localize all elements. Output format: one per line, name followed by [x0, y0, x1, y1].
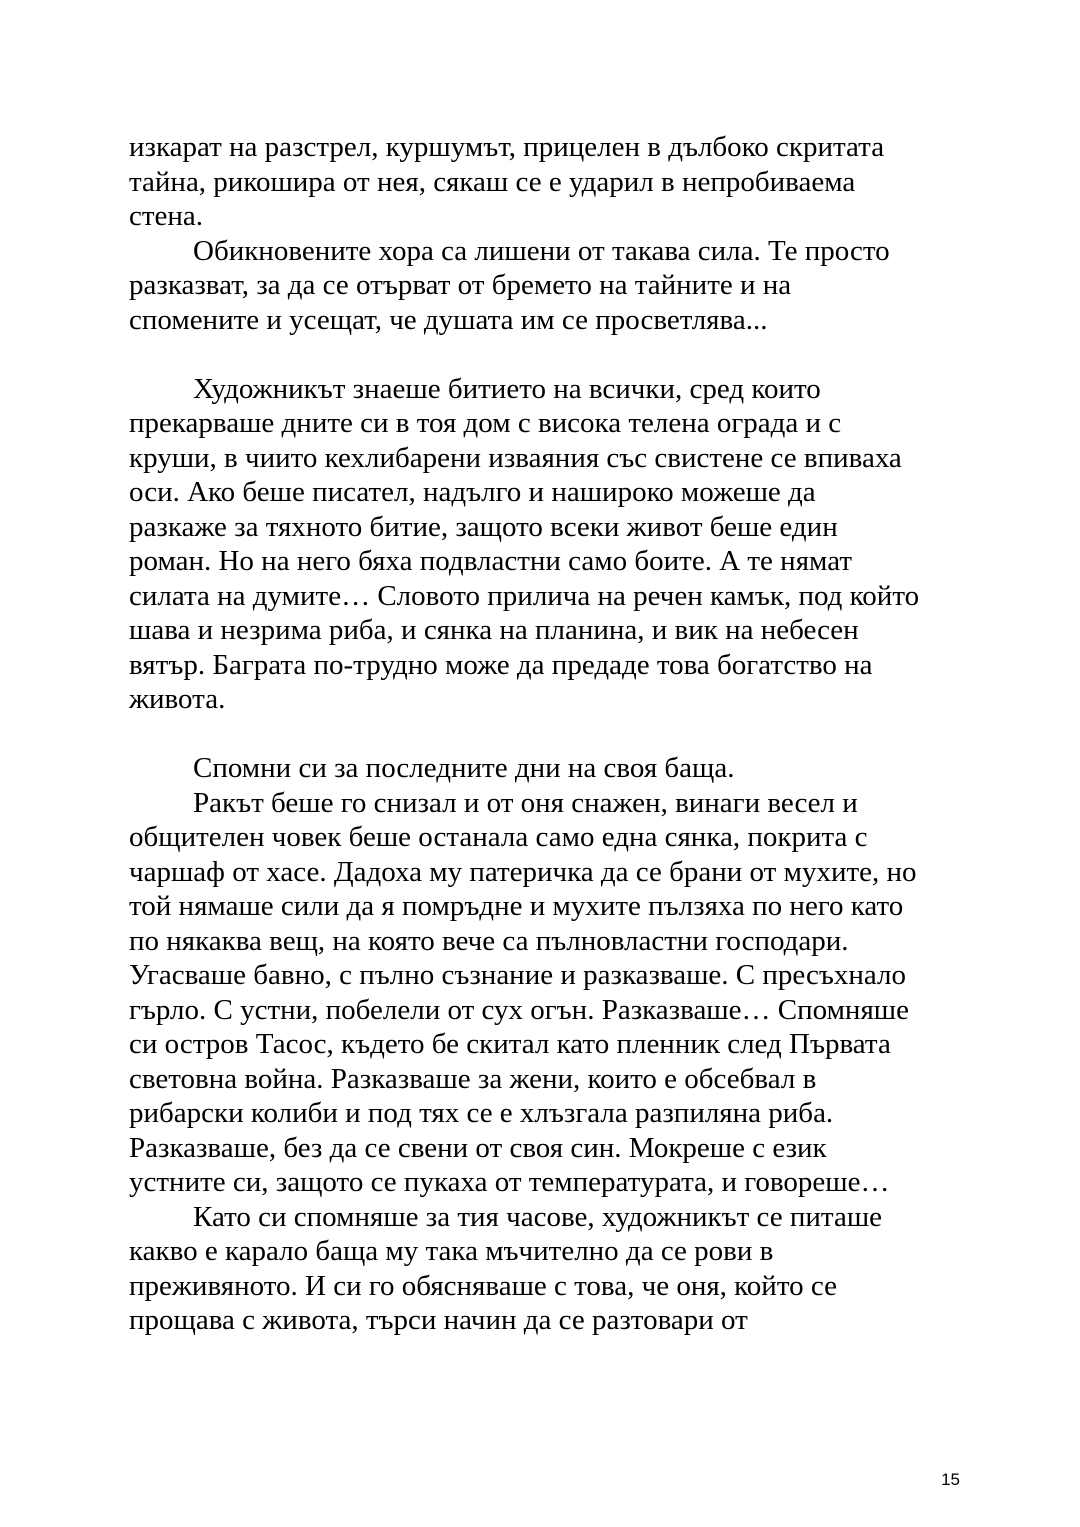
- text-line: какво е карало баща му така мъчително да се рови в: [129, 1235, 774, 1267]
- paragraph-first-line: Художникът знаеше битието на всички, сред които: [193, 372, 821, 405]
- text-line: световна война. Разказваше за жени, които е обсебвал в: [129, 1062, 817, 1095]
- paragraph-first-line: Спомни си за последните дни на своя баща.: [193, 752, 735, 784]
- blank-line: [129, 337, 959, 372]
- text-line: стена.: [129, 200, 204, 232]
- text-line: рибарски колиби и под тях се е хлъзгала разпиляна риба.: [129, 1097, 834, 1129]
- text-line: по някаква вещ, на която вече са пълновластни господари.: [129, 924, 849, 957]
- text-line: преживяното. И си го обясняваше с това, че оня, който се: [129, 1269, 837, 1302]
- paragraph-first-line: Ракът беше го снизал и от оня снажен, винаги весел и: [193, 786, 858, 819]
- text-line: тайна, рикошира от нея, сякаш се е ударил в непробиваема: [129, 165, 856, 198]
- text-line: устните си, защото се пукаха от температурата, и говореше…: [129, 1166, 890, 1198]
- paragraph-first-line: Като си спомняше за тия часове, художникът се питаше: [193, 1200, 883, 1233]
- text-line: изкарат на разстрел, куршумът, прицелен в дълбоко скритата: [129, 131, 885, 163]
- text-line: оси. Ако беше писател, надълго и нашироко можеше да: [129, 476, 816, 508]
- text-line: той нямаше сили да я помръдне и мухите пълзяха по него като: [129, 890, 904, 922]
- text-line: живота.: [129, 683, 226, 715]
- text-line: вятър. Баграта по-трудно може да предаде това богатство на: [129, 648, 873, 681]
- text-line: гърло. С устни, побелели от сух огън. Разказваше… Спомняше: [129, 993, 909, 1026]
- text-line: разкаже за тяхното битие, защото всеки живот беше един: [129, 510, 838, 543]
- body-text: [129, 130, 959, 1338]
- text-line: шава и незрима риба, и сянка на планина, и вик на небесен: [129, 614, 859, 646]
- text-line: Угасваше бавно, с пълно съзнание и разказваше. С пресъхнало: [129, 959, 906, 991]
- paragraph-first-line: Обикновените хора са лишени от такава сила. Те просто: [193, 234, 890, 267]
- text-line: чаршаф от хасе. Дадоха му патеричка да се брани от мухите, но: [129, 855, 917, 888]
- text-line: круши, в чиито кехлибарени изваяния със свистене се впиваха: [129, 441, 902, 474]
- text-line: прощава с живота, търси начин да се разтовари от: [129, 1304, 748, 1336]
- text-line: силата на думите… Словото прилича на речен камък, под който: [129, 579, 920, 612]
- text-line: Разказваше, без да се свени от своя син. Мокреше с език: [129, 1131, 827, 1164]
- text-line: общителен човек беше останала само една сянка, покрита с: [129, 821, 868, 853]
- text-line: си остров Тасос, където бе скитал като пленник след Първата: [129, 1028, 891, 1060]
- text-line: прекарваше дните си в тоя дом с висока телена ограда и с: [129, 407, 842, 439]
- blank-line: [129, 717, 959, 752]
- text-line: спомените и усещат, че душата им се просветлява...: [129, 303, 768, 336]
- page-number: 15: [941, 1470, 960, 1489]
- text-line: разказват, за да се отърват от бремето на тайните и на: [129, 269, 792, 301]
- text-line: роман. Но на него бяха подвластни само боите. А те нямат: [129, 545, 852, 577]
